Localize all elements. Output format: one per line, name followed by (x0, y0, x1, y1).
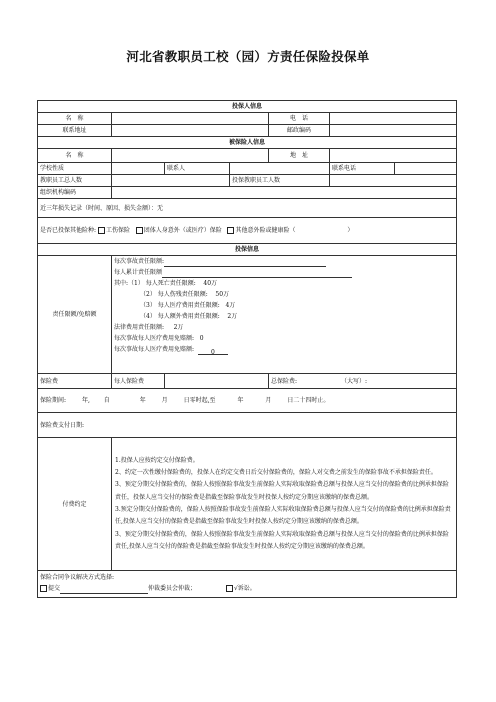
cumulative-limit-field[interactable] (162, 270, 352, 278)
payment-clause: 2、约定一次性缴付保险费的，投保人在约定交费日后交付保险费的，保险人对交费之前发生的保险事故不承担保险责任。 (115, 469, 437, 477)
school-type-label: 学校性质 (38, 163, 112, 175)
insured-name-label: 名 称 (38, 149, 112, 163)
staff-count-label: 教职员工总人数 (38, 175, 112, 187)
legal-limit-value: 2万 (173, 324, 184, 331)
checkbox-icon[interactable] (227, 227, 234, 234)
option-work-injury: 工伤保险 (105, 227, 130, 234)
injury-limit-value: 50万 (215, 291, 230, 298)
payment-terms-label: 付费约定 (38, 438, 112, 571)
period-start-day: 日零时起,至 (183, 397, 216, 404)
arbitration-committee-field[interactable] (60, 586, 148, 594)
checkbox-icon[interactable] (226, 585, 233, 592)
checkbox-icon[interactable] (98, 227, 105, 234)
deductible-person-value[interactable]: 0 (198, 347, 228, 355)
insured-phone-label: 联系电话 (330, 163, 395, 175)
applicant-phone-label: 电 话 (269, 113, 330, 125)
payment-clause: 3、预定分期交付保险费的，保险人按照保险事故发生前保险人实际收取保险费总额与投保人应当交付的保险费的比例承担保险责任，投保人应当交付的保险费是指截至保险事故发生时投保人按约定分期应该缴纳的保费总额。 (115, 481, 449, 501)
per-person-premium-field[interactable] (165, 374, 269, 389)
cumulative-limit-label: 每人累计责任限额 (114, 269, 163, 276)
total-premium-cell[interactable] (269, 374, 457, 389)
insured-staff-count-label: 投保教职员工人数 (230, 175, 330, 187)
checkbox-icon[interactable] (136, 227, 143, 234)
contact-field[interactable] (230, 163, 330, 175)
checkbox-icon[interactable] (40, 585, 47, 592)
period-end-year: 年 (237, 397, 244, 404)
total-premium-label: 总保险费: (271, 377, 298, 385)
per-accident-limit-field[interactable] (164, 259, 326, 267)
insured-address-label: 地 址 (269, 149, 330, 163)
payment-date-row[interactable]: 保险费支付日期: (38, 413, 457, 438)
other-insurance-question: 是否已投保其他险种: (40, 227, 97, 234)
option-other-accident: 其他意外险或健康险（ (235, 227, 296, 234)
applicant-address-field[interactable] (112, 125, 269, 137)
dispute-submit: 提交 (48, 585, 61, 592)
payment-terms-clauses (112, 438, 457, 571)
period-end-day: 日二十四时止。 (287, 397, 330, 404)
medical-limit-label: （3） 每人医疗费用责任限额: (140, 302, 220, 309)
application-table (37, 100, 457, 598)
injury-limit-label: （2） 每人伤残责任限额: (140, 291, 208, 298)
period-end-month: 月 (265, 397, 272, 404)
per-accident-limit-label: 每次事故责任限额: (114, 258, 165, 265)
insured-staff-count-field[interactable] (330, 175, 457, 187)
other-insurance-row (38, 218, 457, 244)
applicant-section-header: 投保人信息 (38, 101, 457, 113)
insured-phone-field[interactable] (395, 163, 457, 175)
period-start-month: 月 (161, 397, 168, 404)
period-start-year: 年 (139, 397, 146, 404)
org-code-field[interactable] (112, 187, 457, 199)
contact-label: 联系人 (165, 163, 230, 175)
limit-label: 责任限额/免赔额 (38, 256, 112, 374)
applicant-postcode-label: 邮政编码 (269, 125, 330, 137)
staff-count-field[interactable] (112, 175, 230, 187)
legal-limit-label: 法律费用责任限额: (114, 324, 165, 331)
payment-clause: 3.预定分期交付保险费的，保险人按照保险事故发生前保险人实际收取保险费总额与投保人应当交付的保险费的比例承担保险责任,投保人应当交付的保险费是指截至保险事故发生时投保人按约定分期应该缴纳的保费总额。 (115, 506, 451, 526)
medical-limit-value: 4万 (225, 302, 236, 309)
premium-label: 保险费 (38, 374, 112, 389)
loss-record: 近三年损失记录（时间、原因、损失金额）：无 (38, 199, 457, 218)
dispute-label: 保险合同争议解决方式选择: (40, 574, 115, 581)
payment-clause: 3、预定分期交付保险费的，保险人按照保险事故发生前保险人实际收取保险费总额与投保人应当交付的保险费的比例承担保险责任,投保人应当交付的保险费是指截至保险事故发生时投保人按约定分期应该缴纳的保费总额。 (115, 530, 449, 550)
option-close-paren: ） (347, 227, 354, 234)
option-group-accident: 团体人身意外（或医疗）保险 (143, 227, 222, 234)
insurance-application-form (37, 100, 456, 598)
death-limit-value: 40万 (203, 280, 218, 287)
insurance-info-section-header: 投保信息 (38, 244, 457, 256)
insured-section-header: 被保险人信息 (38, 137, 457, 149)
applicant-address-label: 联系地址 (38, 125, 112, 137)
limit-details (112, 256, 457, 374)
applicant-postcode-field[interactable] (330, 125, 457, 137)
dispute-litigation: √诉讼。 (233, 585, 256, 592)
extra-limit-value: 2万 (227, 313, 238, 320)
insured-address-field[interactable] (330, 149, 457, 163)
period-years: 年, (81, 397, 90, 404)
total-premium-upper-label: （大写）: (341, 377, 368, 385)
period-label: 保险期间: (40, 397, 67, 404)
dispute-resolution-row (38, 571, 457, 598)
school-type-field[interactable] (112, 163, 165, 175)
payment-clause: 1.投保人应按约定交付保险费。 (115, 456, 199, 464)
deductible-person-label: 每次事故每人医疗费用免赔额: (114, 346, 195, 353)
form-title: 河北省教职员工校（园）方责任保险投保单 (126, 49, 370, 64)
applicant-phone-field[interactable] (330, 113, 457, 125)
death-limit-label: 其中:（1） 每人死亡责任限额: (114, 280, 196, 287)
deductible-accident-value: 0 (199, 335, 204, 342)
per-person-premium-label: 每人保险费 (112, 374, 165, 389)
insurance-period-row (38, 389, 457, 413)
deductible-accident-label: 每次事故每人医疗费用免赔额: (114, 335, 195, 342)
applicant-name-label: 名 称 (38, 113, 112, 125)
dispute-arbitration: 仲裁委员会仲裁； (148, 585, 197, 592)
insured-name-field[interactable] (112, 149, 269, 163)
applicant-name-field[interactable] (112, 113, 269, 125)
period-from: 自 (103, 397, 110, 404)
org-code-label: 组织机构编码 (38, 187, 112, 199)
extra-limit-label: （4） 每人额外费用责任限额: (140, 313, 220, 320)
